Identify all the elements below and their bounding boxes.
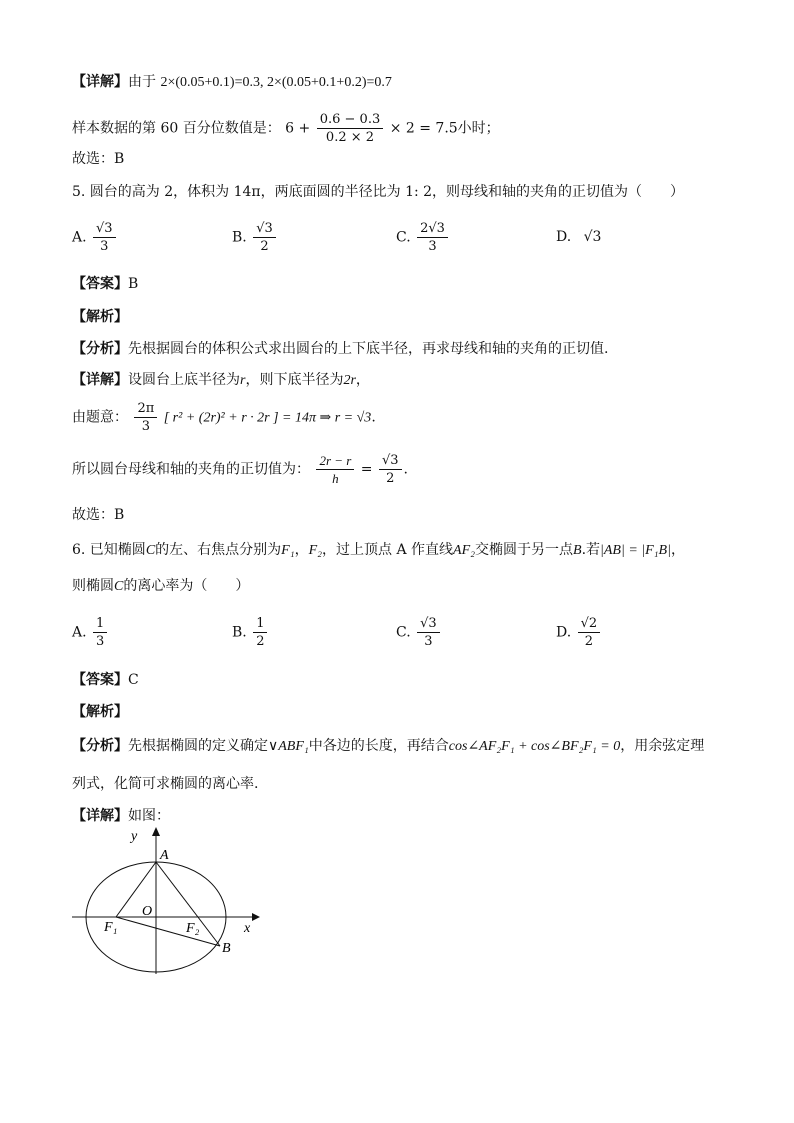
q6-analysis-tag: 【解析】: [72, 704, 128, 720]
q5-option-b-den: 2: [260, 239, 269, 254]
q6-xiangjie-line: [72, 806, 170, 826]
q5-option-c-label: C.: [396, 229, 411, 246]
q6-option-c-den: 3: [424, 634, 433, 649]
percentile-line: [72, 111, 500, 146]
q5-option-b-label: B.: [232, 229, 247, 246]
q5-option-a: [72, 220, 118, 255]
q6-stem-c: ，过上顶点 A 作直线: [322, 542, 454, 558]
q6-answer-tag: 【答案】: [72, 672, 128, 688]
q5-xiangjie-b: ，则下底半径为: [245, 372, 344, 388]
q6-option-c-num: √3: [417, 615, 440, 633]
q5-analysis-line: [72, 307, 128, 327]
q6-fenxi-tag: 【分析】: [72, 738, 128, 754]
y-axis-arrow: [152, 827, 160, 836]
q5-option-d-label: D.: [556, 229, 572, 245]
q6-option-d: [556, 615, 602, 650]
q5-tan-den: h: [332, 471, 339, 486]
label-o: O: [142, 904, 153, 919]
q5-tiyi-line: [72, 400, 376, 435]
q5-tiyi-num: 2π: [134, 400, 157, 418]
q6-option-b-num: 1: [253, 615, 267, 633]
segment-f1b: [116, 917, 220, 946]
q5-xiangjie-tag: 【详解】: [72, 372, 128, 388]
q5-option-a-den: 3: [100, 239, 109, 254]
q6-fenxi2: 列式，化简可求椭圆的离心率.: [72, 776, 259, 792]
q6-stem-f: ，: [670, 542, 685, 558]
q6-option-b-label: B.: [232, 624, 247, 641]
q6-stem-c-letter: C: [145, 543, 156, 558]
q5-option-c: [396, 220, 450, 255]
percentile-den: 0.2 × 2: [325, 130, 375, 145]
choice-1: 故选：B: [72, 151, 125, 167]
q6-stem-b: 的左、右焦点分别为: [155, 542, 282, 558]
label-a: A: [160, 848, 169, 863]
q5-tiyi-label: 由题意：: [72, 409, 128, 426]
q6-stem-eq: |AB| = |F₁B|: [600, 543, 671, 558]
q5-stem: [72, 182, 684, 202]
q6-stem-2: [72, 576, 249, 597]
q5-xiangjie-2r: 2r: [343, 373, 356, 388]
ellipse-figure: [60, 824, 270, 976]
q5-option-b: [232, 220, 278, 255]
q5-tan-rnum: √3: [379, 452, 402, 470]
q6-option-c-label: C.: [396, 624, 411, 641]
q6-stem-f2: F₂: [308, 543, 322, 558]
q6-stem-d: 交椭圆于另一点: [475, 542, 573, 558]
q6-stem-f1: F₁: [281, 543, 295, 558]
percentile-prefix: 样本数据的第 60 百分位数值是：: [72, 120, 281, 137]
q5-xiangjie-c: ，: [355, 372, 370, 388]
q5-option-d: [556, 229, 601, 245]
label-f1: F₁: [104, 920, 118, 935]
q6-option-a: [72, 615, 109, 650]
q5-stem-text: 5. 圆台的高为 2，体积为 14π，两底面圆的半径比为 1: 2，则母线和轴的夹角的正切值为（ ）: [72, 184, 685, 200]
label-x: x: [244, 921, 251, 936]
q6-stem-1: [72, 540, 685, 561]
q6-fenxi-line-2: [72, 774, 258, 794]
label-f2: F₂: [186, 921, 200, 936]
q6-fenxi-c: ，用余弦定理: [620, 738, 705, 754]
q5-fenxi-tag: 【分析】: [72, 341, 128, 357]
q6-answer-line: [72, 670, 139, 690]
q6-option-d-den: 2: [584, 634, 594, 649]
percentile-suffix: 小时；: [457, 120, 500, 137]
q6-stem-af2: AF₂: [453, 543, 475, 558]
q6-option-a-label: A.: [72, 624, 87, 641]
x-axis-arrow: [252, 913, 260, 921]
q5-option-a-num: √3: [93, 220, 116, 238]
q5-choice-line: [72, 505, 124, 525]
choice-line-1: [72, 149, 124, 169]
detail-tag: 【详解】: [72, 74, 128, 90]
q6-fenxi-tri: ∨ABF₁: [268, 739, 309, 754]
q6-option-b-den: 2: [256, 634, 265, 649]
q6-option-d-num: √2: [578, 615, 601, 633]
q6-stem-b-letter: B: [573, 543, 582, 558]
q5-tan-eq: =: [360, 461, 373, 478]
q6-option-a-den: 3: [96, 634, 105, 649]
q5-tan-line: [72, 452, 408, 487]
q6-option-b: [232, 615, 269, 650]
q6-fenxi-a: 先根据椭圆的定义确定: [128, 738, 268, 754]
q6-stem-a: 6. 已知椭圆: [72, 542, 146, 558]
q5-answer-line: [72, 274, 138, 294]
q6-fenxi-line: [72, 736, 704, 757]
detail-line-1: [72, 72, 392, 93]
q6-fenxi-cos: cos∠AF₂F₁ + cos∠BF₂F₁ = 0: [448, 739, 621, 754]
q6-option-d-label: D.: [556, 624, 572, 641]
percentile-tail: × 2 = 7.5: [389, 120, 458, 137]
q5-xiangjie-line: [72, 370, 370, 391]
q6-stem2-b: 的离心率为（ ）: [123, 578, 250, 594]
q5-option-d-value: √3: [583, 229, 602, 245]
q6-stem2-a: 则椭圆: [72, 578, 114, 594]
q5-option-b-num: √3: [253, 220, 276, 238]
percentile-fraction: [317, 111, 384, 146]
q5-choice: 故选：B: [72, 507, 125, 523]
q5-tan-num: 2r − r: [316, 452, 354, 470]
label-b: B: [222, 941, 231, 956]
q5-answer-tag: 【答案】: [72, 276, 128, 292]
q6-analysis-line: [72, 702, 128, 722]
q5-answer: B: [128, 276, 139, 292]
q5-tan-end: .: [403, 461, 408, 478]
q5-option-c-num: 2√3: [417, 220, 448, 238]
q5-tan-label: 所以圆台母线和轴的夹角的正切值为：: [72, 461, 310, 478]
q6-stem2-c-letter: C: [114, 579, 124, 594]
q5-option-c-den: 3: [428, 239, 437, 254]
q5-tan-rden: 2: [386, 471, 395, 486]
percentile-num: 0.6 − 0.3: [317, 111, 384, 129]
q5-fenxi-line: [72, 339, 608, 359]
label-y: y: [131, 829, 138, 844]
q6-stem-e: .若: [581, 542, 601, 558]
q5-tiyi-den: 3: [141, 419, 150, 434]
detail-text: 由于: [128, 74, 156, 90]
q5-xiangjie-a: 设圆台上底半径为: [128, 372, 240, 388]
detail-formula: 2×(0.05+0.1)=0.3, 2×(0.05+0.1+0.2)=0.7: [160, 75, 392, 90]
q5-option-a-label: A.: [72, 229, 87, 246]
q5-xiangjie-r: r: [240, 373, 246, 388]
q6-option-a-num: 1: [93, 615, 107, 633]
q5-tiyi-body: [ r² + (2r)² + r · 2r ] = 14π ⇒ r = √3: [163, 410, 372, 426]
q5-fenxi: 先根据圆台的体积公式求出圆台的上下底半径，再求母线和轴的夹角的正切值.: [128, 341, 609, 357]
q6-xiangjie: 如图：: [128, 808, 170, 824]
q6-xiangjie-tag: 【详解】: [72, 808, 128, 824]
q6-answer: C: [128, 672, 139, 688]
q6-stem-comma: ，: [294, 542, 309, 558]
q6-fenxi-b: 中各边的长度，再结合: [308, 738, 449, 754]
percentile-lead: 6 +: [285, 120, 311, 137]
q5-analysis-tag: 【解析】: [72, 309, 128, 325]
q5-tiyi-end: .: [371, 409, 376, 426]
q6-option-c: [396, 615, 442, 650]
